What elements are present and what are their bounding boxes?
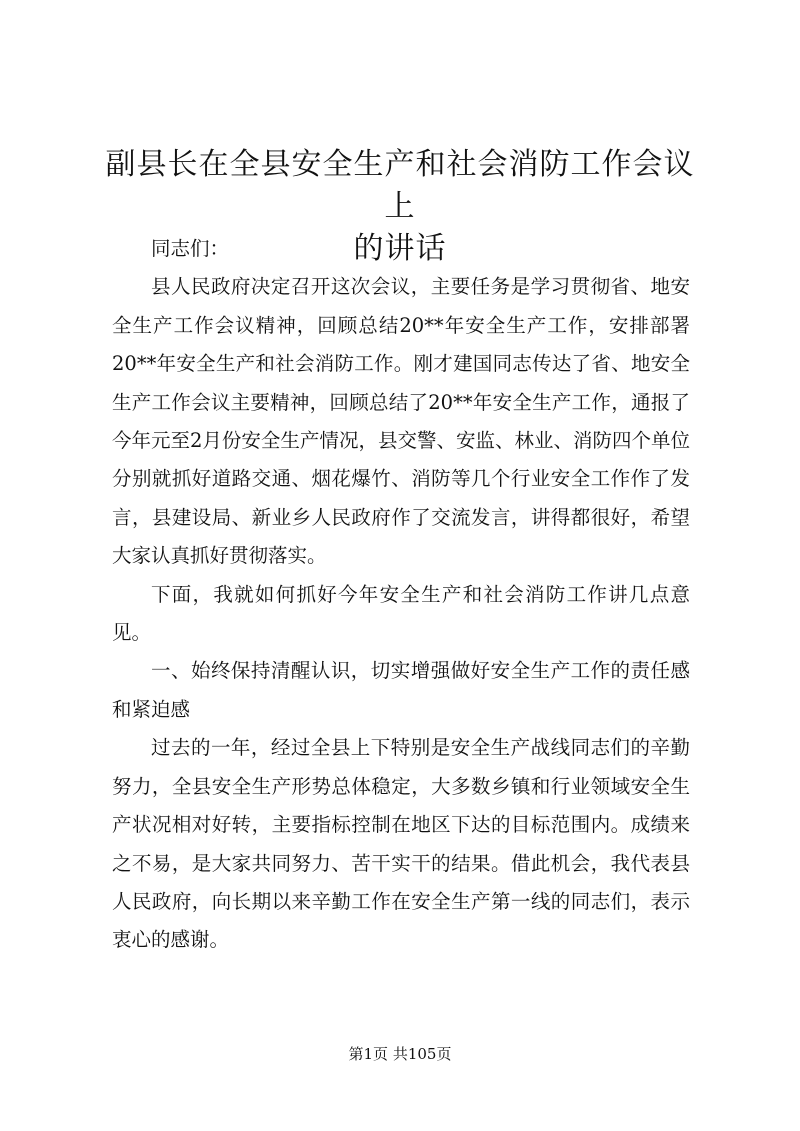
paragraph-intro: 县人民政府决定召开这次会议，主要任务是学习贯彻省、地安全生产工作会议精神，回顾总结20**年安全生产工作，安排部署20**年安全生产和社会消防工作。刚才建国同志传达了省、地安全生产工作会议主要精神，回顾总结了20**年安全生产工作，通报了今年元至2月份安全生产情况，县交警、安监、林业、消防四个单位分别就抓好道路交通、烟花爆竹、消防等几个行业安全工作作了发言，县建设局、新业乡人民政府作了交流发言，讲得都很好，希望大家认真抓好贯彻落实。 [112, 275, 690, 568]
title-line-1: 副县长在全县安全生产和社会消防工作会议上 [105, 147, 695, 224]
document-body [112, 230, 690, 960]
paragraph-review: 过去的一年，经过全县上下特别是安全生产战线同志们的辛勤努力，全县安全生产形势总体稳定，大多数乡镇和行业领域安全生产状况相对好转，主要指标控制在地区下达的目标范围内。成绩来之不易，是大家共同努力、苦干实干的结果。借此机会，我代表县人民政府，向长期以来辛勤工作在安全生产第一线的同志们，表示衷心的感谢。 [112, 736, 690, 952]
page-footer: 第1页 共105页 [348, 1045, 452, 1063]
section-heading-1: 一、始终保持清醒认识，切实增强做好安全生产工作的责任感和紧迫感 [112, 659, 690, 721]
paragraph-salutation: 同志们： [151, 237, 230, 260]
title-line-2: 的讲话 [353, 231, 447, 266]
paragraph-transition: 下面，我就如何抓好今年安全生产和社会消防工作讲几点意见。 [112, 582, 690, 645]
